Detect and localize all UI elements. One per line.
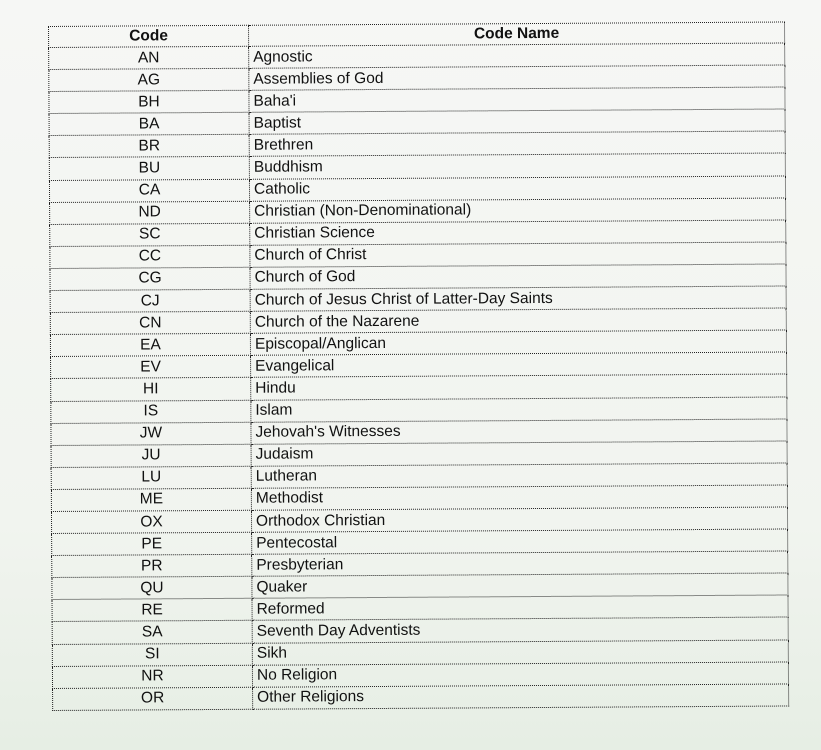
- code-name-cell: Episcopal/Anglican: [250, 330, 786, 355]
- code-cell: PR: [52, 554, 252, 577]
- code-cell: AG: [49, 68, 249, 91]
- code-cell: LU: [51, 466, 251, 489]
- code-name-cell: Catholic: [249, 176, 785, 201]
- code-name-cell: Church of the Nazarene: [250, 308, 786, 333]
- code-name-cell: Agnostic: [249, 43, 785, 68]
- code-name-cell: Brethren: [249, 131, 785, 156]
- code-cell: JW: [51, 422, 251, 445]
- table-row: [53, 684, 789, 711]
- code-cell: CA: [49, 179, 249, 202]
- code-cell: CG: [50, 267, 250, 290]
- code-name-cell: Church of Christ: [250, 242, 786, 267]
- code-cell: SC: [50, 223, 250, 246]
- code-cell: BH: [49, 90, 249, 113]
- code-cell: PE: [52, 532, 252, 555]
- code-name-cell: Islam: [251, 396, 787, 421]
- code-cell: BU: [49, 157, 249, 180]
- religion-code-table: [48, 21, 789, 710]
- code-name-cell: Pentecostal: [252, 529, 788, 554]
- code-name-cell: Methodist: [251, 485, 787, 510]
- code-cell: ND: [50, 201, 250, 224]
- code-name-cell: Orthodox Christian: [251, 507, 787, 532]
- code-name-cell: Sikh: [252, 640, 788, 665]
- code-name-cell: No Religion: [252, 662, 788, 687]
- code-name-cell: Judaism: [251, 441, 787, 466]
- code-cell: AN: [49, 46, 249, 69]
- code-name-cell: Buddhism: [249, 153, 785, 178]
- code-cell: ME: [51, 488, 251, 511]
- code-name-cell: Baha'i: [249, 87, 785, 112]
- column-header-code: Code: [49, 25, 249, 47]
- code-cell: NR: [52, 665, 252, 688]
- code-name-cell: Quaker: [252, 573, 788, 598]
- code-cell: SI: [52, 643, 252, 666]
- code-name-cell: Church of Jesus Christ of Latter-Day Saints: [250, 286, 786, 311]
- code-name-cell: Jehovah's Witnesses: [251, 419, 787, 444]
- code-name-cell: Evangelical: [251, 352, 787, 377]
- code-name-cell: Presbyterian: [252, 551, 788, 576]
- code-name-cell: Church of God: [250, 264, 786, 289]
- code-cell: CJ: [50, 289, 250, 312]
- code-name-cell: Hindu: [251, 374, 787, 399]
- code-cell: CN: [50, 311, 250, 334]
- code-cell: OX: [51, 510, 251, 533]
- code-cell: IS: [51, 400, 251, 423]
- code-cell: HI: [51, 378, 251, 401]
- column-header-code-name: Code Name: [248, 22, 784, 46]
- code-name-cell: Lutheran: [251, 463, 787, 488]
- code-cell: SA: [52, 621, 252, 644]
- code-name-cell: Baptist: [249, 109, 785, 134]
- code-name-cell: Reformed: [252, 595, 788, 620]
- code-cell: BR: [49, 135, 249, 158]
- code-cell: EV: [51, 356, 251, 379]
- code-name-cell: Seventh Day Adventists: [252, 617, 788, 642]
- code-cell: RE: [52, 599, 252, 622]
- code-name-cell: Assemblies of God: [249, 65, 785, 90]
- code-cell: EA: [50, 333, 250, 356]
- code-cell: CC: [50, 245, 250, 268]
- code-name-cell: Christian Science: [250, 220, 786, 245]
- religion-code-table-container: [48, 22, 788, 711]
- code-cell: BA: [49, 113, 249, 136]
- code-name-cell: Christian (Non-Denominational): [250, 198, 786, 223]
- code-name-cell: Other Religions: [253, 684, 789, 709]
- table-body: [49, 43, 789, 710]
- code-cell: QU: [52, 577, 252, 600]
- code-cell: OR: [53, 687, 253, 710]
- code-cell: JU: [51, 444, 251, 467]
